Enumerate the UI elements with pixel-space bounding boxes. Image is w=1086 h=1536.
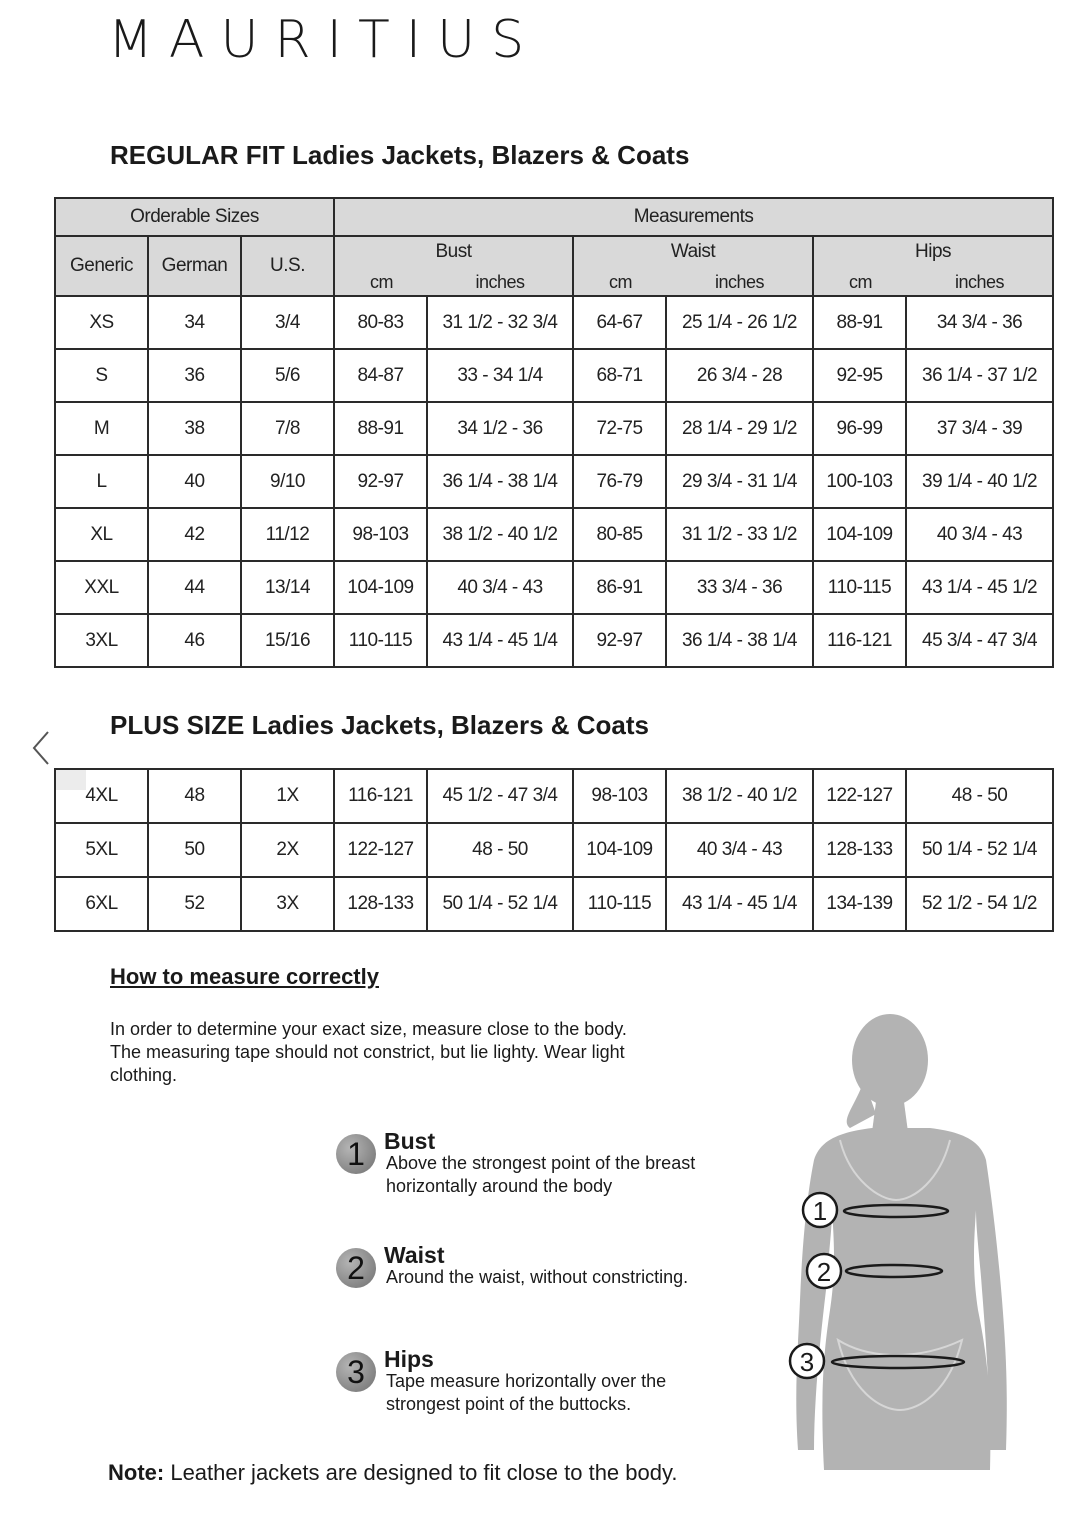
table-row	[55, 296, 1053, 349]
cell-us: 11/12	[241, 508, 334, 561]
cell-waist-inches: 31 1/2 - 33 1/2	[666, 508, 813, 561]
cell-hips-cm: 110-115	[813, 561, 906, 614]
note-text: Leather jackets are designed to fit close to the body.	[164, 1460, 678, 1485]
cell-generic: XS	[55, 296, 148, 349]
cell-waist-cm: 72-75	[573, 402, 666, 455]
cell-bust-inches: 50 1/4 - 52 1/4	[427, 877, 573, 931]
cell-waist-cm: 110-115	[573, 877, 666, 931]
cell-generic: 4XL	[55, 769, 148, 823]
plus-size-table	[54, 768, 1054, 932]
cell-hips-cm: 92-95	[813, 349, 906, 402]
hips-label: Hips	[915, 241, 952, 262]
brand-logo: MAURITIUS	[108, 10, 541, 70]
cell-bust-cm: 110-115	[334, 614, 427, 667]
hips-inches-label: inches	[955, 272, 1005, 292]
waist-inches-label: inches	[714, 272, 765, 292]
cell-bust-cm: 98-103	[334, 508, 427, 561]
body-silhouette-icon	[780, 1010, 1020, 1485]
table-row	[55, 823, 1053, 877]
step-number: 1	[336, 1134, 376, 1174]
hips-cm-label: cm	[849, 272, 872, 292]
cell-bust-inches: 31 1/2 - 32 3/4	[427, 296, 573, 349]
cell-hips-cm: 100-103	[813, 455, 906, 508]
cell-waist-inches: 38 1/2 - 40 1/2	[666, 769, 813, 823]
waist-label: Waist	[670, 241, 716, 262]
cell-generic: M	[55, 402, 148, 455]
step-description: Above the strongest point of the breast horizontally around the body	[386, 1153, 696, 1196]
cell-bust-inches: 43 1/4 - 45 1/4	[427, 614, 573, 667]
cell-german: 44	[148, 561, 241, 614]
cell-german: 50	[148, 823, 241, 877]
cell-hips-inches: 52 1/2 - 54 1/2	[906, 877, 1053, 931]
cell-us: 13/14	[241, 561, 334, 614]
cell-generic: XXL	[55, 561, 148, 614]
cell-german: 48	[148, 769, 241, 823]
step-title: Waist	[384, 1242, 445, 1268]
step-title: Bust	[384, 1128, 436, 1154]
cell-hips-cm: 122-127	[813, 769, 906, 823]
cell-bust-inches: 34 1/2 - 36	[427, 402, 573, 455]
cell-waist-inches: 29 3/4 - 31 1/4	[666, 455, 813, 508]
bust-header	[334, 236, 573, 296]
cell-bust-cm: 92-97	[334, 455, 427, 508]
cell-bust-cm: 116-121	[334, 769, 427, 823]
german-header: German	[148, 236, 241, 296]
cell-generic: XL	[55, 508, 148, 561]
cell-generic: 6XL	[55, 877, 148, 931]
cell-generic: 5XL	[55, 823, 148, 877]
cell-bust-inches: 36 1/4 - 38 1/4	[427, 455, 573, 508]
cell-waist-cm: 98-103	[573, 769, 666, 823]
cell-hips-inches: 34 3/4 - 36	[906, 296, 1053, 349]
cell-hips-inches: 43 1/4 - 45 1/2	[906, 561, 1053, 614]
measurements-header: Measurements	[334, 198, 1053, 236]
cell-bust-cm: 104-109	[334, 561, 427, 614]
step-description: Tape measure horizontally over the strongest point of the buttocks.	[386, 1371, 667, 1414]
cell-bust-cm: 80-83	[334, 296, 427, 349]
table-row	[55, 402, 1053, 455]
cell-hips-cm: 134-139	[813, 877, 906, 931]
leather-note	[108, 1460, 677, 1486]
how-to-measure-heading: How to measure correctly	[110, 964, 379, 989]
cell-german: 34	[148, 296, 241, 349]
cell-hips-inches: 48 - 50	[906, 769, 1053, 823]
cell-waist-cm: 68-71	[573, 349, 666, 402]
cell-hips-cm: 104-109	[813, 508, 906, 561]
cell-waist-inches: 43 1/4 - 45 1/4	[666, 877, 813, 931]
cell-hips-inches: 50 1/4 - 52 1/4	[906, 823, 1053, 877]
cell-us: 1X	[241, 769, 334, 823]
cell-hips-inches: 37 3/4 - 39	[906, 402, 1053, 455]
cell-bust-cm: 128-133	[334, 877, 427, 931]
cell-generic: L	[55, 455, 148, 508]
cell-us: 3/4	[241, 296, 334, 349]
table-row	[55, 561, 1053, 614]
cell-us: 9/10	[241, 455, 334, 508]
table-row	[55, 349, 1053, 402]
step-description: Around the waist, without constricting.	[386, 1267, 689, 1287]
cell-german: 36	[148, 349, 241, 402]
cell-waist-cm: 104-109	[573, 823, 666, 877]
cell-hips-inches: 36 1/4 - 37 1/2	[906, 349, 1053, 402]
waist-header	[573, 236, 813, 296]
cell-bust-inches: 45 1/2 - 47 3/4	[427, 769, 573, 823]
cell-hips-cm: 128-133	[813, 823, 906, 877]
cell-german: 52	[148, 877, 241, 931]
measure-intro: In order to determine your exact size, measure close to the body. The measuring tape should not constrict, but lie lighty. Wear light clothing.	[110, 1019, 627, 1085]
step-number: 3	[336, 1352, 376, 1392]
cell-hips-cm: 96-99	[813, 402, 906, 455]
cell-hips-cm: 116-121	[813, 614, 906, 667]
cell-waist-inches: 36 1/4 - 38 1/4	[666, 614, 813, 667]
cell-us: 2X	[241, 823, 334, 877]
plus-size-title: PLUS SIZE Ladies Jackets, Blazers & Coats	[110, 710, 649, 740]
orderable-sizes-header: Orderable Sizes	[55, 198, 334, 236]
generic-header: Generic	[55, 236, 148, 296]
cell-generic: S	[55, 349, 148, 402]
cell-us: 15/16	[241, 614, 334, 667]
table-row	[55, 877, 1053, 931]
cell-waist-inches: 40 3/4 - 43	[666, 823, 813, 877]
regular-fit-title: REGULAR FIT Ladies Jackets, Blazers & Coats	[110, 140, 690, 170]
marker-1: 1	[812, 1196, 828, 1226]
cell-waist-inches: 33 3/4 - 36	[666, 561, 813, 614]
cell-bust-inches: 48 - 50	[427, 823, 573, 877]
cell-bust-cm: 88-91	[334, 402, 427, 455]
hips-header	[813, 236, 1053, 296]
bust-cm-label: cm	[370, 272, 393, 292]
bust-label: Bust	[435, 241, 472, 262]
cell-german: 46	[148, 614, 241, 667]
marker-3: 3	[799, 1347, 815, 1377]
cell-waist-cm: 64-67	[573, 296, 666, 349]
cell-waist-inches: 28 1/4 - 29 1/2	[666, 402, 813, 455]
regular-fit-rows	[55, 296, 1053, 667]
table-row	[55, 614, 1053, 667]
cell-bust-inches: 40 3/4 - 43	[427, 561, 573, 614]
cell-waist-cm: 92-97	[573, 614, 666, 667]
step-number: 2	[336, 1248, 376, 1288]
cell-bust-cm: 84-87	[334, 349, 427, 402]
cell-waist-inches: 25 1/4 - 26 1/2	[666, 296, 813, 349]
cell-german: 38	[148, 402, 241, 455]
cell-german: 42	[148, 508, 241, 561]
cell-waist-inches: 26 3/4 - 28	[666, 349, 813, 402]
cell-waist-cm: 86-91	[573, 561, 666, 614]
cell-generic: 3XL	[55, 614, 148, 667]
cell-us: 7/8	[241, 402, 334, 455]
chevron-left-icon[interactable]	[30, 730, 52, 766]
waist-cm-label: cm	[609, 272, 632, 292]
cell-waist-cm: 76-79	[573, 455, 666, 508]
table-row	[55, 508, 1053, 561]
cell-hips-inches: 39 1/4 - 40 1/2	[906, 455, 1053, 508]
cell-hips-inches: 45 3/4 - 47 3/4	[906, 614, 1053, 667]
cell-us: 5/6	[241, 349, 334, 402]
cell-us: 3X	[241, 877, 334, 931]
step-title: Hips	[384, 1346, 434, 1372]
cell-hips-cm: 88-91	[813, 296, 906, 349]
table-row	[55, 455, 1053, 508]
us-header: U.S.	[241, 236, 334, 296]
cell-waist-cm: 80-85	[573, 508, 666, 561]
marker-2: 2	[816, 1257, 832, 1287]
plus-size-rows	[55, 769, 1053, 931]
regular-fit-table	[54, 197, 1054, 668]
cell-german: 40	[148, 455, 241, 508]
cell-bust-cm: 122-127	[334, 823, 427, 877]
cell-bust-inches: 38 1/2 - 40 1/2	[427, 508, 573, 561]
bust-inches-label: inches	[475, 272, 525, 292]
cell-bust-inches: 33 - 34 1/4	[427, 349, 573, 402]
cell-hips-inches: 40 3/4 - 43	[906, 508, 1053, 561]
table-row	[55, 769, 1053, 823]
note-label: Note:	[108, 1460, 165, 1485]
